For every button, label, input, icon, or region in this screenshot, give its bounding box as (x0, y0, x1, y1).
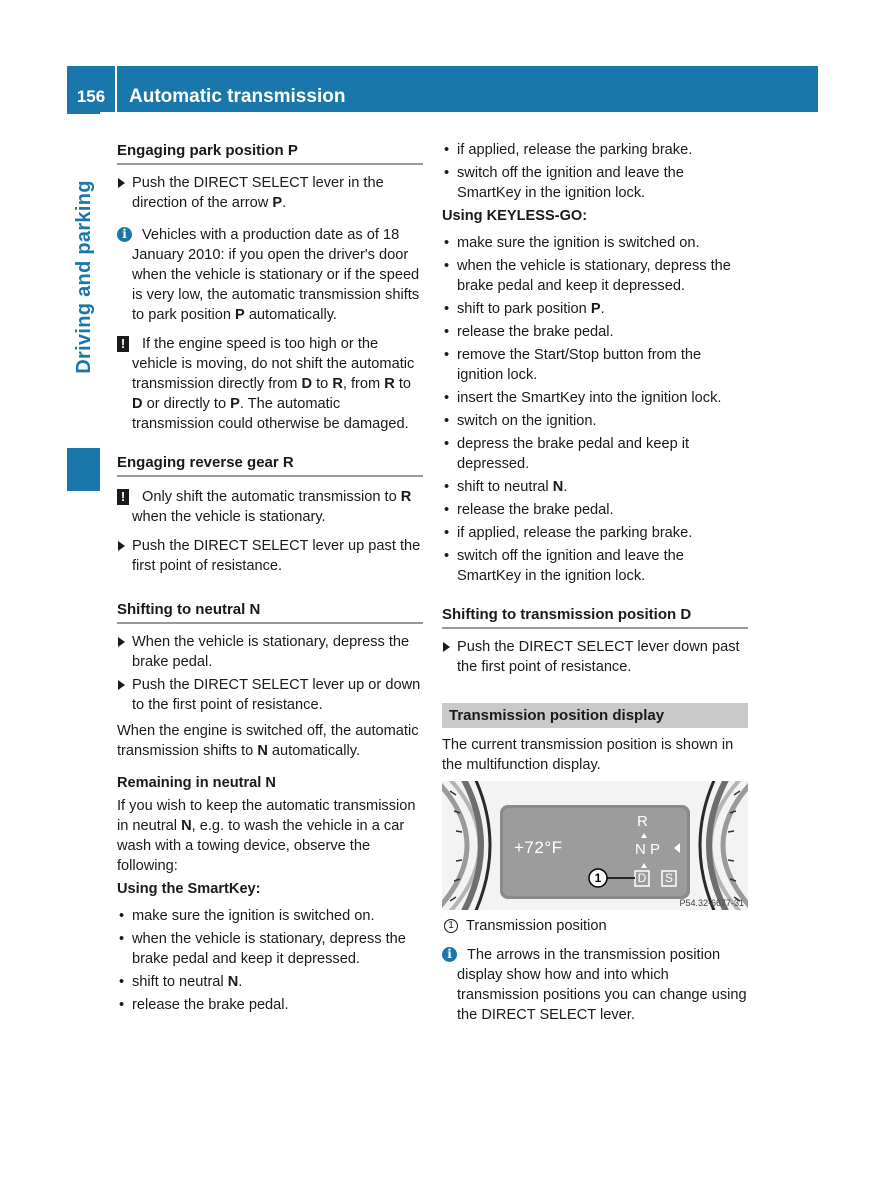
section-heading-display: Transmission position display (442, 703, 748, 728)
warning-icon: ! (117, 336, 129, 352)
bullet-item: • release the brake pedal. (442, 500, 748, 520)
page-title: Automatic transmission (129, 86, 346, 107)
info-note-park: i Vehicles with a production date as of 18 January 2010: if you open the driver's door when the vehicle is stationary or if the speed is very low, the automatic transmission shifts to park position P automatically. (117, 225, 423, 325)
figure-code: P54.32-6677-31 (679, 898, 744, 908)
bullet-item: • switch on the ignition. (442, 411, 748, 431)
section-heading-park: Engaging park position P (117, 140, 423, 165)
subheading-remaining: Remaining in neutral N (117, 775, 276, 791)
bullet-item: • shift to neutral N. (442, 477, 748, 497)
step-neutral-1: When the vehicle is stationary, depress the brake pedal. (117, 632, 423, 672)
gear-r-label: R (637, 813, 648, 830)
caption-number: 1 (444, 919, 458, 933)
right-column (442, 140, 748, 1034)
bullet-item: • shift to neutral N. (117, 972, 423, 992)
section-heading-neutral: Shifting to neutral N (117, 599, 423, 624)
info-note-display: i The arrows in the transmission position display show how and into which transmission positions you can change using the DIRECT SELECT lever. (442, 945, 748, 1025)
bullet-item: • shift to park position P. (442, 299, 748, 319)
warning-icon: ! (117, 489, 129, 505)
page-header (67, 66, 818, 112)
section-heading-reverse: Engaging reverse gear R (117, 452, 423, 477)
figure-caption: 1 Transmission position (442, 916, 748, 936)
warning-note-park: ! If the engine speed is too high or the vehicle is moving, do not shift the automatic transmission directly from D to R, from R to D or directly to P. The automatic transmission could otherwise be damaged. (117, 334, 423, 434)
s-mode-label: S (664, 871, 673, 885)
subheading-smartkey: Using the SmartKey: (117, 881, 261, 897)
header-divider (115, 66, 117, 112)
info-icon: i (117, 227, 132, 242)
bullet-item: • switch off the ignition and leave the SmartKey in the ignition lock. (442, 163, 748, 203)
paragraph-neutral: When the engine is switched off, the automatic transmission shifts to N automatically. (117, 723, 419, 759)
instrument-cluster-illustration (442, 781, 748, 910)
step-neutral-2: Push the DIRECT SELECT lever up or down to the first point of resistance. (117, 675, 423, 715)
bullet-item: • if applied, release the parking brake. (442, 140, 748, 160)
bullet-item: • when the vehicle is stationary, depress the brake pedal and keep it depressed. (117, 929, 423, 969)
left-column (117, 140, 423, 1018)
step-drive: Push the DIRECT SELECT lever down past the first point of resistance. (442, 637, 748, 677)
bullet-item: • release the brake pedal. (442, 322, 748, 342)
side-tab-label: Driving and parking (72, 180, 95, 374)
bullet-item: • when the vehicle is stationary, depress the brake pedal and keep it depressed. (442, 256, 748, 296)
info-icon: i (442, 947, 457, 962)
page-number: 156 (76, 87, 106, 106)
warning-note-reverse: ! Only shift the automatic transmission to R when the vehicle is stationary. (117, 487, 423, 527)
bullet-item: • release the brake pedal. (117, 995, 423, 1015)
bullet-item: • if applied, release the parking brake. (442, 523, 748, 543)
step-park: Push the DIRECT SELECT lever in the direction of the arrow P. (117, 173, 423, 213)
bullet-item: • remove the Start/Stop button from the ignition lock. (442, 345, 748, 385)
gear-np-label: N P (635, 841, 661, 858)
bullet-item: • depress the brake pedal and keep it depressed. (442, 434, 748, 474)
transmission-display-figure (442, 781, 748, 910)
bullet-item: • switch off the ignition and leave the SmartKey in the ignition lock. (442, 546, 748, 586)
step-reverse: Push the DIRECT SELECT lever up past the first point of resistance. (117, 536, 423, 576)
bullet-item: • insert the SmartKey into the ignition lock. (442, 388, 748, 408)
subheading-keyless: Using KEYLESS-GO: (442, 208, 588, 224)
callout-number: 1 (594, 871, 602, 885)
side-tab (67, 110, 100, 444)
temperature-readout: +72°F (514, 838, 563, 857)
paragraph-display: The current transmission position is shown in the multifunction display. (442, 737, 734, 773)
gear-d-label: D (637, 871, 647, 885)
bullet-item: • make sure the ignition is switched on. (442, 233, 748, 253)
section-heading-drive: Shifting to transmission position D (442, 604, 748, 629)
bullet-item: • make sure the ignition is switched on. (117, 906, 423, 926)
paragraph-remaining: If you wish to keep the automatic transmission in neutral N, e.g. to wash the vehicle in a car wash with a towing device, observe the following: (117, 798, 416, 874)
